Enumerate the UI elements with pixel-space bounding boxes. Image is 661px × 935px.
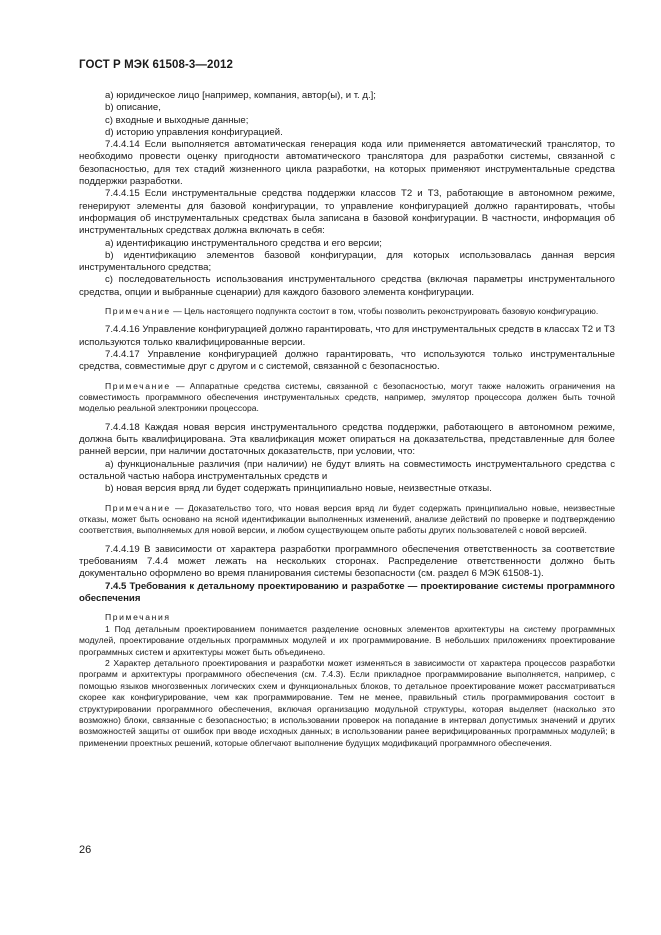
note-text: — Цель настоящего подпункта состоит в том, чтобы позволить реконструировать базовую конфигурацию. <box>170 306 599 317</box>
note: 2 Характер детального проектирования и разработки может изменяться в зависимости от характера процессов разработки программ и архитектуры программного обеспечения (см. 7.4.3). Если прикладное программирование выполняется, например, с помощью языков многозвенных логических схем и функциональных блоков, то детальное проектирование может рассматриваться скорее как конфигурирование, чем как программирование. Тем не менее, правильный стиль программирования состоит в структурировании программного обеспечения, включая организацию модульной структуры, которая выделяет (насколько это возможно) блоки, связанные с безопасностью; в использовании проверок на попадание в интервал допустимых значений и других возможностей защиты от ошибок при вводе исходных данных; в использовании ранее верифицированных программных модулей; в применении проектных решений, которые облегчают выполнение будущих модификаций программного обеспечения. <box>79 657 615 748</box>
list-item: d) историю управления конфигурацией. <box>105 126 283 138</box>
clause-7-4-4-19: 7.4.4.19 В зависимости от характера разработки программного обеспечения ответственность за соответствие требованиям 7.4.4 может лежать на нескольких сторонах. Распределение ответственности должно быть документально оформлено во время планирования системы безопасности (см. раздел 6 МЭК 61508-1). <box>79 543 615 580</box>
note: 1 Под детальным проектированием понимается разделение основных элементов архитектуры на систему программных модулей, проектирование отдельных программных модулей и их программирование. В небольших приложениях проектирование программных систем и архитектуры может быть объединено. <box>79 623 615 657</box>
list-item: а) функциональные различия (при наличии) не будут влиять на совместимость инструментального средства с остальной частью набора инструментальных средств и <box>79 458 615 483</box>
note <box>79 306 615 317</box>
list-item: b) новая версия вряд ли будет содержать принципиально новые, неизвестные отказы. <box>105 483 492 495</box>
clause-7-4-4-18: 7.4.4.18 Каждая новая версия инструментального средства поддержки, работающего в автономном режиме, должна быть квалифицирована. Эта квалификация может опираться на доказательства, представленные для более ранней версии, при наличии достаточных доказательств, при условии, что: <box>79 421 615 458</box>
note-label: Примечание <box>105 306 171 317</box>
page-number: 26 <box>79 844 92 856</box>
clause-7-4-4-17: 7.4.4.17 Управление конфигурацией должно гарантировать, что используются только инструментальные средства, совместимые друг с другом и с системой, связанной с безопасностью. <box>79 349 615 373</box>
clause-7-4-4-14: 7.4.4.14 Если выполняется автоматическая генерация кода или применяется автоматический транслятор, то необходимо провести оценку пригодности автоматического транслятора для разработки системы, связанной с безопасностью, для тех стадий жизненного цикла разработки, на которых применяют инструментальные средства поддержки разработки. <box>79 139 615 188</box>
list-item: a) идентификацию инструментального средства и его версии; <box>105 237 382 249</box>
list-item: а) юридическое лицо [например, компания, автор(ы), и т. д.]; <box>105 90 376 101</box>
document-header: ГОСТ Р МЭК 61508-3—2012 <box>79 59 233 71</box>
notes-label: Примечания <box>105 612 171 623</box>
note-text: — Аппаратные средства системы, связанной с безопасностью, могут также наложить ограничения на совместимость программного обеспечения инструментальных средств, например, эмулятор процессора должен быть точной моделью реальной электроники процессора. <box>79 380 615 414</box>
note <box>79 503 615 537</box>
list-item: c) последовательность использования инструментального средства (включая параметры инструментального средства, опции и выбранные сценарии) для каждого базового элемента конфигурации. <box>79 274 615 298</box>
document-body <box>79 90 615 749</box>
note-label: Примечание <box>105 502 171 513</box>
note-label: Примечание <box>105 380 171 391</box>
clause-7-4-4-16: 7.4.4.16 Управление конфигурацией должно гарантировать, что для инструментальных средств в классах Т2 и Т3 используются только квалифицированные версии. <box>79 324 615 348</box>
section-heading: 7.4.5 Требования к детальному проектированию и разработке — проектирование системы программного обеспечения <box>79 580 615 605</box>
note <box>79 381 615 415</box>
list-item: b) описание, <box>105 102 161 114</box>
list-item: b) идентификацию элементов базовой конфигурации, для которых использовалась данная версия инструментального средства; <box>79 249 615 274</box>
note-text: — Доказательство того, что новая версия вряд ли будет содержать принципиально новые, неизвестные отказы, может быть основано на ясной идентификации выполненных изменений, анализе действий по проверке и подтверждению соответствия, выполняемых для новой версии, и любом существующем опыте работы других пользователей с новой версией. <box>79 502 615 536</box>
list-item: c) входные и выходные данные; <box>105 114 249 126</box>
clause-7-4-4-15: 7.4.4.15 Если инструментальные средства поддержки классов Т2 и Т3, работающие в автономном режиме, генерируют элементы для базовой конфигурации, то управление конфигурацией должно гарантировать, чтобы информация об инструментальных средствах была записана в базовой конфигурации. В частности, информация об инструментальных средствах должна включать в себя: <box>79 188 615 237</box>
